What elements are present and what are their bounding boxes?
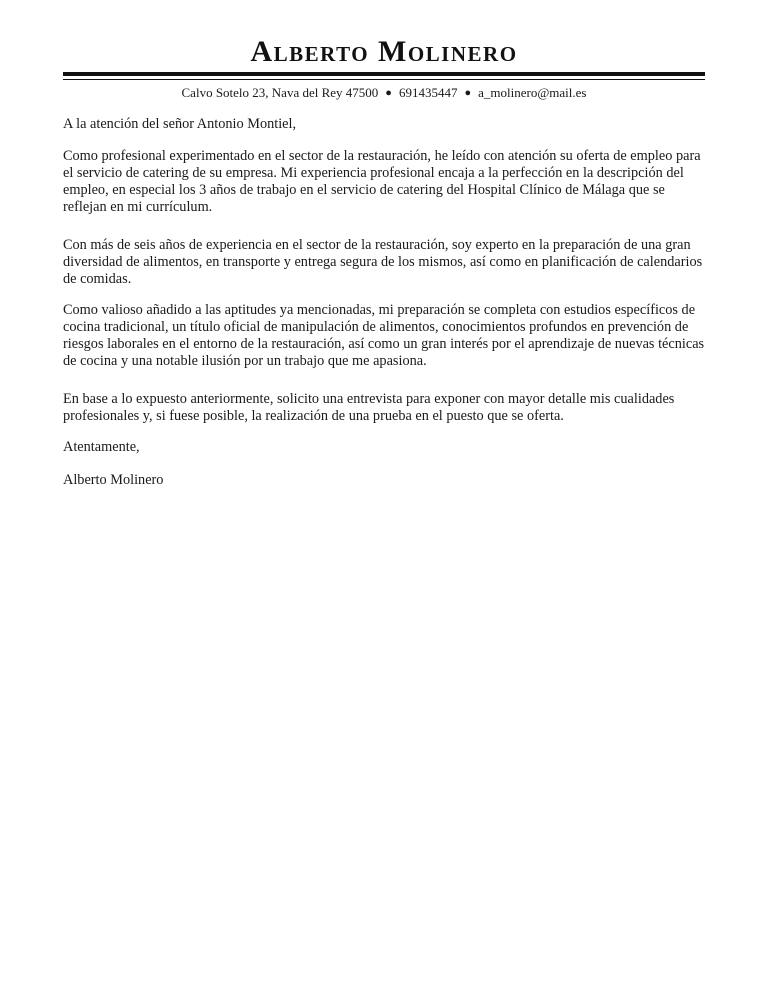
contact-phone: 691435447 <box>398 85 458 100</box>
bullet-separator: ● <box>385 87 392 99</box>
contact-address: Calvo Sotelo 23, Nava del Rey 47500 <box>181 85 379 100</box>
letter-paragraph-2: Con más de seis años de experiencia en el sector de la restauración, soy experto en la preparación de una gran diversidad de alimentos, en transporte y entrega segura de los mismos, así como en planificación de calendarios de comidas. <box>63 237 703 287</box>
letter-closing: Atentamente, <box>63 439 140 455</box>
letter-salutation: A la atención del señor Antonio Montiel, <box>63 116 297 132</box>
contact-email: a_molinero@mail.es <box>478 85 587 100</box>
bullet-separator: ● <box>464 87 472 99</box>
letter-paragraph-3: Como valioso añadido a las aptitudes ya mencionadas, mi preparación se completa con estudios específicos de cocina tradicional, un título oficial de manipulación de alimentos, conocimientos profundos en prevención de riesgos laborales en el entorno de la restauración, así como un gran interés por el aprendizaje de nuevas técnicas de cocina y una notable ilusión por un trabajo que me apasiona. <box>63 302 705 369</box>
letter-paragraph-4: En base a lo expuesto anteriormente, solicito una entrevista para exponer con mayor detalle mis cualidades profesionales y, si fuese posible, la realización de una prueba en el puesto que se oferta. <box>63 391 675 424</box>
contact-line <box>0 84 768 102</box>
letter-signature: Alberto Molinero <box>63 472 164 488</box>
applicant-name: Alberto Molinero <box>250 35 518 68</box>
letter-paragraph-1: Como profesional experimentado en el sector de la restauración, he leído con atención su oferta de empleo para el servicio de catering de su empresa. Mi experiencia profesional encaja a la perfección en la descripción del empleo, en especial los 3 años de trabajo en el servicio de catering del Hospital Clínico de Málaga que se reflejan en mi currículum. <box>63 148 701 215</box>
header-divider-thick <box>63 72 705 76</box>
header-divider-thin <box>63 79 705 80</box>
